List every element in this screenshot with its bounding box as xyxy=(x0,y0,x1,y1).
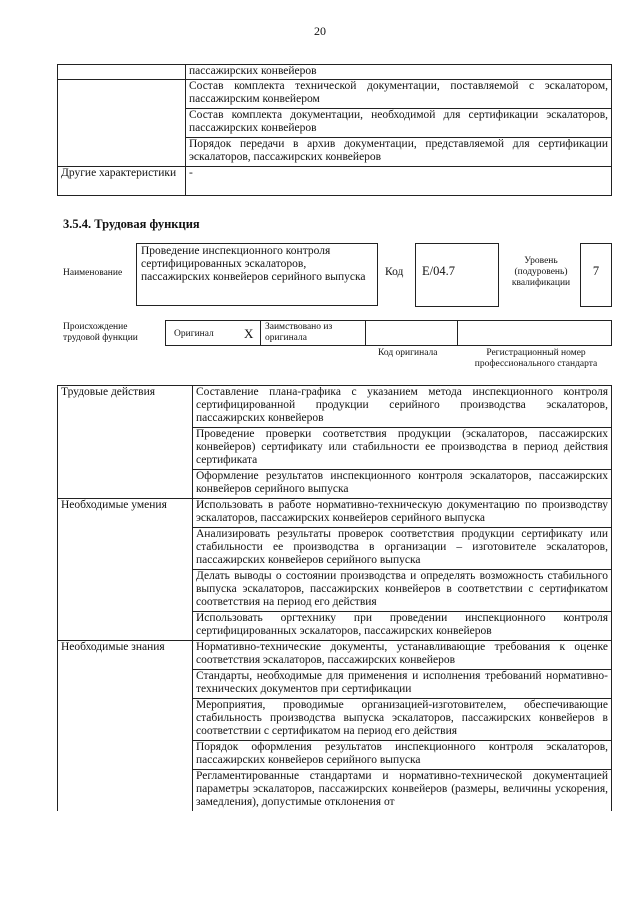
table-row xyxy=(58,80,612,109)
list-item: Анализировать результаты проверок соответствия продукции сертификату или стабильности ее производства в организации – изготовителе эскалаторов, пассажирских конвейеров серийного выпуска xyxy=(193,528,612,570)
row-label xyxy=(58,65,186,80)
row-label: Другие характеристики xyxy=(58,167,186,196)
original-mark: X xyxy=(244,326,254,341)
list-item: Проведение проверки соответствия продукции (эскалаторов, пассажирских конвейеров) сертификату или стабильности ее производства в период действия сертификата xyxy=(193,428,612,470)
group-label: Трудовые действия xyxy=(58,386,193,499)
list-item: Делать выводы о состоянии производства и определять возможность стабильного выпуска эскалаторов, пассажирских конвейеров в соответствии с сертификатом соответствия на период его действия xyxy=(193,570,612,612)
table-row xyxy=(58,167,612,196)
reg-number-caption: Регистрационный номер профессионального стандарта xyxy=(474,348,598,369)
list-item: Составление плана-графика с указанием метода инспекционного контроля сертифицированной продукции серийного производства эскалаторов, пассажирских конвейеров xyxy=(193,386,612,428)
name-label: Наименование xyxy=(63,268,123,278)
list-item: Порядок передачи в архив документации, представляемой для сертификации эскалаторов, пассажирских конвейеров xyxy=(186,138,612,167)
code-label: Код xyxy=(385,266,404,278)
list-item: Стандарты, необходимые для применения и исполнения требований нормативно-технических документов при сертификации xyxy=(193,670,612,699)
list-item: пассажирских конвейеров xyxy=(186,65,612,80)
table-row xyxy=(58,65,612,80)
table-row xyxy=(58,386,612,428)
borrowed-label: Заимствовано из оригинала xyxy=(260,320,366,346)
list-item: Состав комплекта технической документации, поставляемой с эскалатором, пассажирским конвейером xyxy=(186,80,612,109)
list-item: Использовать в работе нормативно-техническую документацию по производству эскалаторов, пассажирских конвейеров серийного выпуска xyxy=(193,499,612,528)
list-item: Порядок оформления результатов инспекционного контроля эскалаторов, пассажирских конвейеров серийного выпуска xyxy=(193,741,612,770)
reg-number-cell xyxy=(457,320,612,346)
list-item: Оформление результатов инспекционного контроля эскалаторов, пассажирских конвейеров серийного выпуска xyxy=(193,470,612,499)
list-item: Мероприятия, проводимые организацией-изготовителем, обеспечивающие стабильность производства выпуска эскалаторов, пассажирских конвейеров в соответствии с сертификатом на период его действия xyxy=(193,699,612,741)
list-item: Использовать оргтехнику при проведении инспекционного контроля сертифицированных эскалаторов, пассажирских конвейеров xyxy=(193,612,612,641)
top-table xyxy=(57,64,612,196)
list-item: Нормативно-технические документы, устанавливающие требования к оценке соответствия эскалаторов, пассажирских конвейеров xyxy=(193,641,612,670)
level-label: Уровень (подуровень) квалификации xyxy=(511,256,571,288)
original-label: Оригинал xyxy=(174,329,214,339)
main-table xyxy=(57,385,612,811)
list-item: Регламентированные стандартами и нормативно-технической документацией параметры эскалаторов, пассажирских конвейеров (размеры, величины ускорения, замедления), допустимые отклонения от xyxy=(193,770,612,812)
table-row xyxy=(58,109,612,138)
code-value: E/04.7 xyxy=(415,243,499,307)
table-row xyxy=(58,641,612,670)
group-label: Необходимые знания xyxy=(58,641,193,812)
list-item: Состав комплекта документации, необходимой для сертификации эскалаторов, пассажирских конвейеров xyxy=(186,109,612,138)
table-row xyxy=(58,499,612,528)
name-value: Проведение инспекционного контроля сертифицированных эскалаторов, пассажирских конвейеров серийного выпуска xyxy=(136,243,378,306)
page-number: 20 xyxy=(314,24,326,38)
table-row xyxy=(58,138,612,167)
group-label: Необходимые умения xyxy=(58,499,193,641)
level-value: 7 xyxy=(580,243,612,307)
section-heading: 3.5.4. Трудовая функция xyxy=(63,217,200,231)
origin-label: Происхождение трудовой функции xyxy=(63,322,138,343)
original-code-cell xyxy=(365,320,458,346)
list-item: - xyxy=(186,167,612,196)
original-code-caption: Код оригинала xyxy=(378,348,438,358)
